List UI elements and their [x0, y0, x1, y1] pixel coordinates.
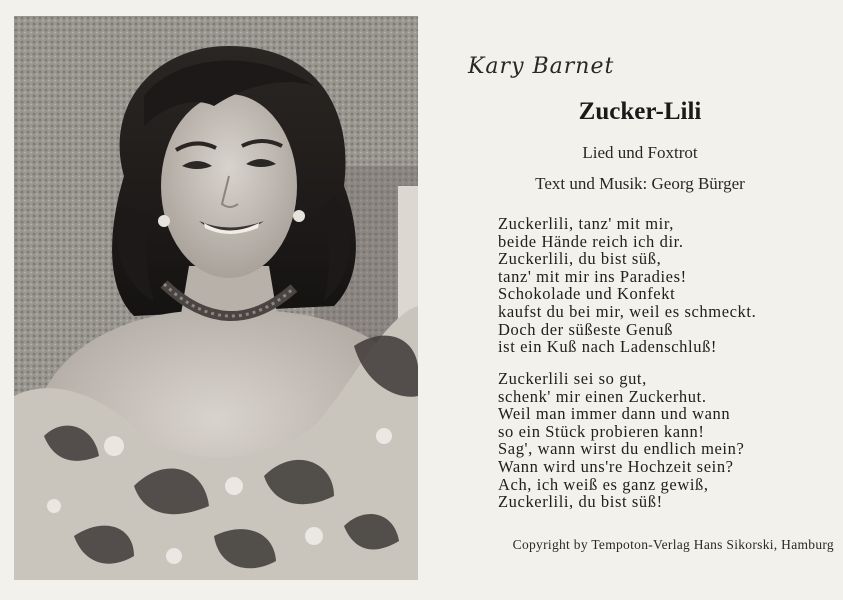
song-subtitle: Lied und Foxtrot	[582, 143, 698, 162]
lyric-line: beide Hände reich ich dir.	[498, 231, 684, 251]
lyric-line: schenk' mir einen Zuckerhut.	[498, 386, 707, 406]
lyric-line: so ein Stück probieren kann!	[498, 421, 705, 441]
lyric-line: kaufst du bei mir, weil es schmeckt.	[498, 301, 757, 321]
lyric-line: Sag', wann wirst du endlich mein?	[498, 439, 745, 459]
lyric-line: tanz' mit mir ins Paradies!	[498, 266, 687, 286]
lyric-line: Ach, ich weiß es ganz gewiß,	[498, 474, 709, 494]
lyric-line: ist ein Kuß nach Ladenschluß!	[498, 337, 718, 357]
artist-signature: Kary Barnet	[468, 54, 615, 79]
lyric-line: Doch der süßeste Genuß	[498, 319, 673, 339]
song-credits: Text und Musik: Georg Bürger	[535, 174, 745, 193]
portrait-illustration	[14, 16, 418, 580]
lyric-line: Zuckerlili sei so gut,	[498, 369, 647, 388]
lyrics-stanza-2	[498, 370, 744, 511]
portrait-photo	[14, 16, 418, 580]
song-title: Zucker-Lili	[578, 98, 702, 125]
copyright-notice: Copyright by Tempoton-Verlag Hans Sikorski, Hamburg	[512, 537, 834, 552]
lyric-line: Wann wird uns're Hochzeit sein?	[498, 456, 734, 476]
lyric-line: Zuckerlili, tanz' mit mir,	[498, 214, 674, 233]
lyric-line: Weil man immer dann und wann	[498, 404, 731, 424]
lyric-line: Zuckerlili, du bist süß!	[498, 492, 663, 512]
lyrics-stanza-1	[498, 215, 756, 356]
lyric-line: Schokolade und Konfekt	[498, 284, 676, 304]
lyric-line: Zuckerlili, du bist süß,	[498, 249, 662, 269]
